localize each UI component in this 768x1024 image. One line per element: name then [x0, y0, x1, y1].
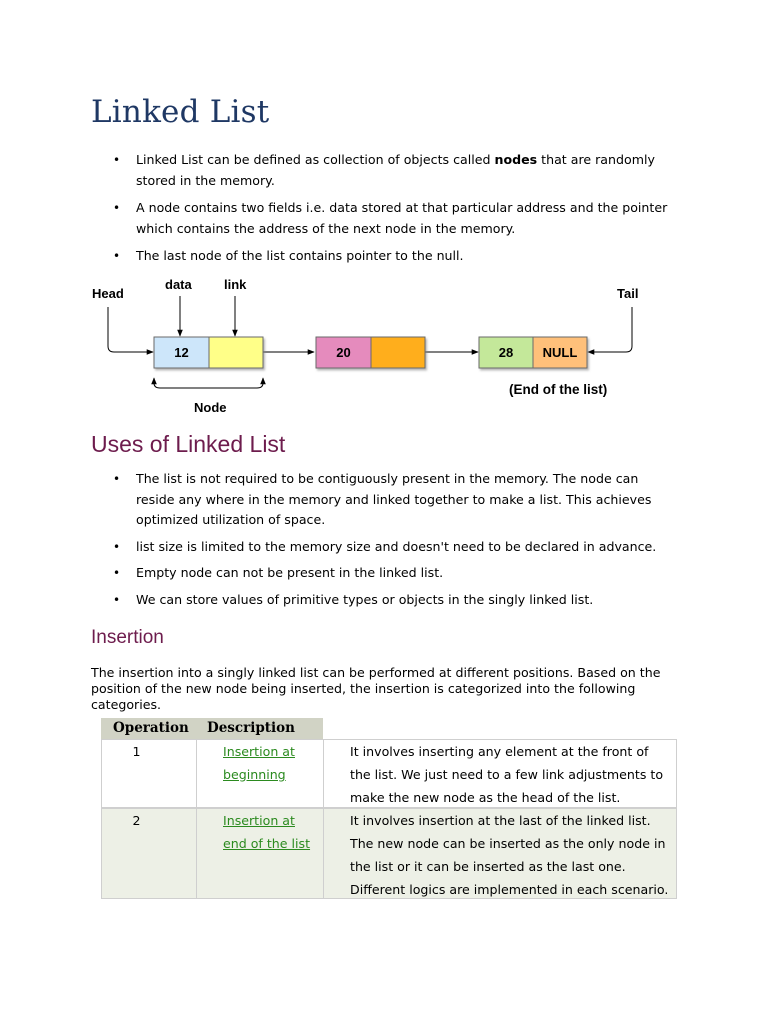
node-brace — [154, 378, 263, 388]
node-value: 28 — [498, 345, 514, 360]
uses-heading: Uses of Linked List — [91, 431, 286, 457]
operation-link-cell — [197, 809, 324, 898]
operation-description: It involves insertion at the last of the linked list. The new node can be inserted as the only node in the list or it can be inserted as the last one. Different logics are implemented in each scenario. — [350, 813, 669, 897]
node-2 — [316, 337, 425, 368]
node-1 — [154, 337, 263, 368]
head-arrow — [108, 307, 153, 352]
table-row — [101, 808, 677, 899]
insertion-at-end-link[interactable]: end of the list — [223, 836, 311, 851]
list-item: • Empty node can not be present in the linked list. — [0, 563, 768, 584]
list-item: • The last node of the list contains pointer to the null. — [0, 246, 768, 267]
node-label: Node — [194, 400, 227, 415]
node-value: 12 — [174, 345, 189, 360]
insertion-at-beginning-link[interactable]: beginning — [223, 767, 286, 782]
table-header — [101, 718, 323, 739]
list-item: • Linked List can be defined as collection of objects called nodes that are randomly stored in the memory. — [113, 152, 655, 188]
column-header-description: Description — [207, 720, 295, 736]
data-label: data — [165, 277, 192, 292]
list-item: • The list is not required to be contiguously present in the memory. The node can reside any where in the memory and linked together to make a list. This achieves optimized utilization of space. — [113, 471, 652, 527]
node-value: 20 — [336, 345, 351, 360]
bullet-icon: • — [113, 472, 121, 486]
operation-description: It involves inserting any element at the front of the list. We just need to a few link adjustments to make the new node as the head of the list. — [350, 744, 664, 805]
bold-term: nodes — [494, 152, 538, 167]
list-item: • list size is limited to the memory size and doesn't need to be declared in advance. — [0, 537, 768, 558]
head-label: Head — [92, 286, 124, 301]
operation-number: 1 — [102, 740, 197, 807]
bullet-icon: • — [113, 592, 121, 607]
insertion-paragraph: The insertion into a singly linked list can be performed at different positions. Based on the position of the new node being inserted, the insertion is categorized into the following categories. — [91, 665, 661, 712]
list-item: • A node contains two fields i.e. data stored at that particular address and the pointer which contains the address of the next node in the memory. — [113, 200, 668, 236]
null-pointer-text: NULL — [542, 345, 578, 360]
tail-label: Tail — [617, 286, 639, 301]
bullet-icon: • — [113, 201, 121, 215]
linked-list-diagram — [0, 270, 768, 420]
column-header-operation: Operation — [113, 720, 189, 736]
bullet-icon: • — [113, 249, 121, 263]
insertion-heading: Insertion — [91, 627, 164, 648]
link-label: link — [224, 277, 247, 292]
operation-number: 2 — [102, 809, 197, 898]
table-row — [101, 739, 677, 808]
bullet-icon: • — [113, 566, 121, 580]
tail-arrow — [588, 307, 632, 352]
end-of-list-label: (End of the list) — [509, 382, 608, 397]
bullet-icon: • — [113, 153, 121, 167]
page-title: Linked List — [91, 94, 270, 130]
bullet-icon: • — [113, 539, 121, 554]
operation-link-cell — [197, 740, 324, 807]
intro-bullet-list — [0, 150, 768, 267]
node-link-cell — [371, 337, 425, 368]
uses-bullet-list — [0, 469, 768, 610]
list-item: • We can store values of primitive types or objects in the singly linked list. — [0, 590, 768, 611]
insertion-at-beginning-link[interactable]: Insertion at — [223, 744, 295, 759]
insertion-at-end-link[interactable]: Insertion at — [223, 813, 295, 828]
node-link-cell — [209, 337, 263, 368]
